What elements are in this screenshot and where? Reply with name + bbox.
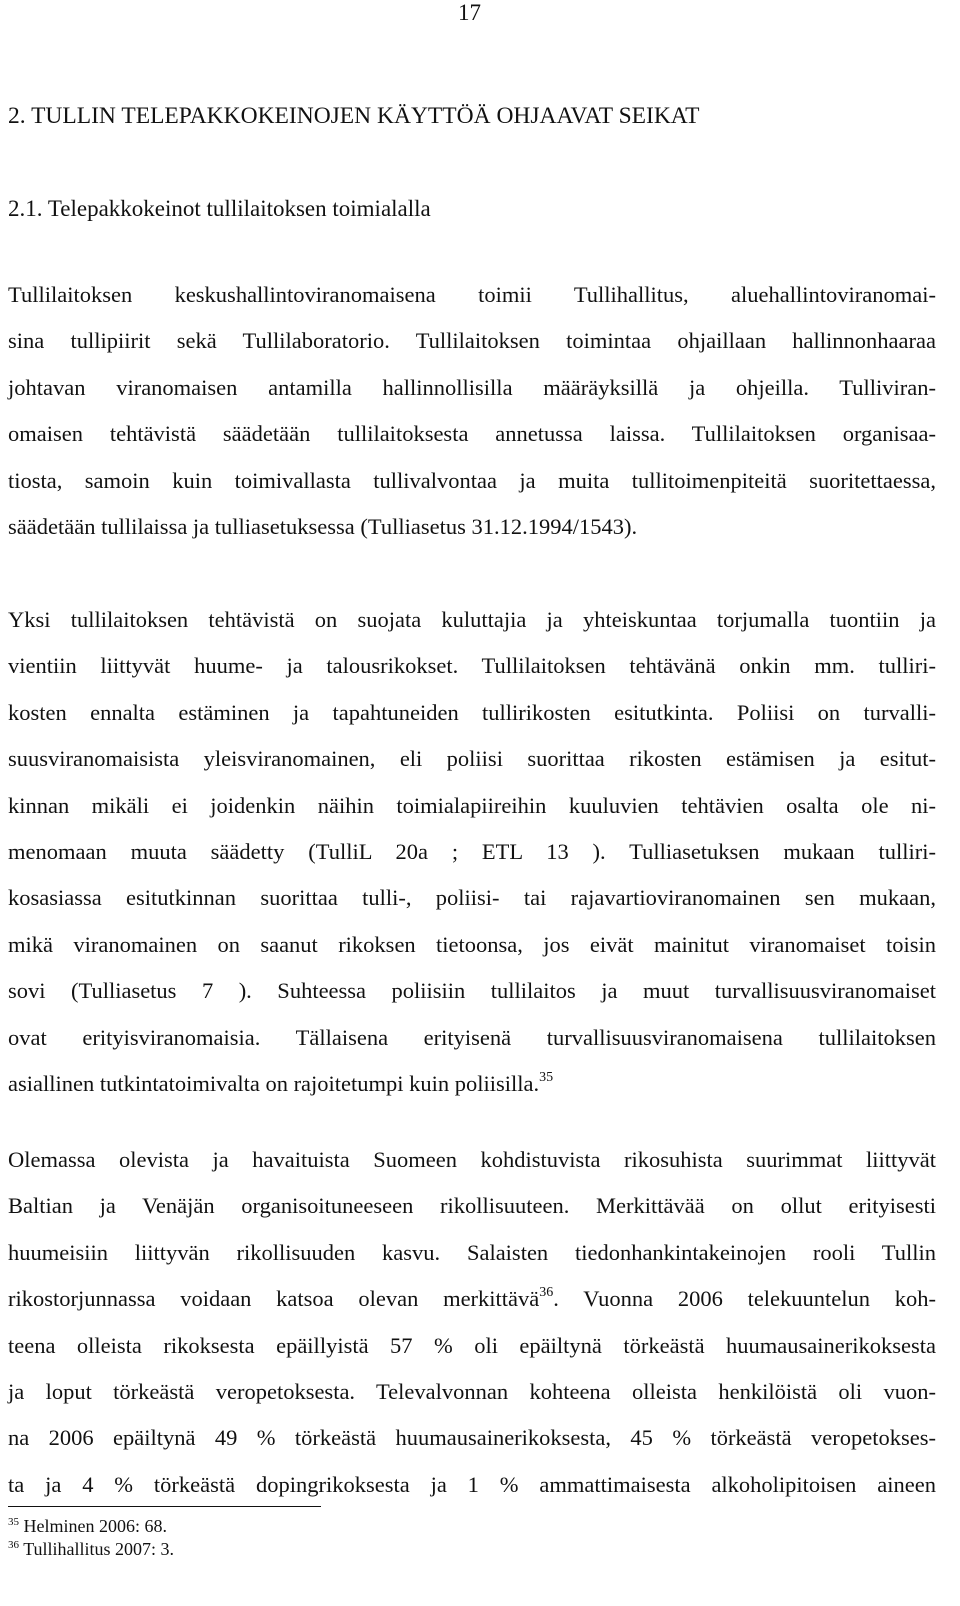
text-line: ja loput törkeästä veropetoksesta. Televalvonnan kohteena olleista henkilöistä oli vuon- bbox=[8, 1378, 936, 1404]
line-text: . Vuonna 2006 telekuuntelun koh- bbox=[553, 1286, 936, 1312]
text-line: huumeisiin liittyvän rikollisuuden kasvu. Salaisten tiedonhankintakeinojen rooli Tullin bbox=[8, 1239, 936, 1265]
line-text: asiallinen tutkintatoimivalta on rajoitetumpi kuin poliisilla. bbox=[8, 1070, 540, 1096]
text-line: Baltian ja Venäjän organisoituneeseen rikollisuuteen. Merkittävää on ollut erityisesti bbox=[8, 1193, 936, 1219]
text-line: menomaan muuta säädetty (TulliL 20a ; ETL 13 ). Tulliasetuksen mukaan tulliri- bbox=[8, 838, 936, 864]
paragraph-1 bbox=[8, 272, 936, 550]
paragraph-3 bbox=[8, 1137, 936, 1508]
text-line: johtavan viranomaisen antamilla hallinnollisilla määräyksillä ja ohjeilla. Tulliviran- bbox=[8, 374, 936, 400]
text-line: kosasiassa esitutkinnan suorittaa tulli-, poliisi- tai rajavartioviranomainen sen mukaan, bbox=[8, 885, 936, 911]
text-line: ta ja 4 % törkeästä dopingrikoksesta ja 1 % ammattimaisesta alkoholipitoisen aineen bbox=[8, 1471, 936, 1497]
text-line: kosten ennalta estäminen ja tapahtuneiden tullirikosten esitutkinta. Poliisi on turvalli- bbox=[8, 699, 936, 725]
text-line: mikä viranomainen on saanut rikoksen tietoonsa, jos eivät mainitut viranomaiset toisin bbox=[8, 931, 936, 957]
footnote-separator bbox=[8, 1506, 321, 1507]
text-line: sina tullipiirit sekä Tullilaboratorio. Tullilaitoksen toimintaa ohjaillaan hallinnonhaaraa bbox=[8, 328, 936, 354]
text-line: kinnan mikäli ei joidenkin näihin toimialapiireihin kuuluvien tehtävien osalta ole ni- bbox=[8, 792, 936, 818]
text-line: Tullilaitoksen keskushallintoviranomaisena toimii Tullihallitus, aluehallintoviranomai- bbox=[8, 282, 936, 307]
text-line: sovi (Tulliasetus 7 ). Suhteessa poliisiin tullilaitos ja muut turvallisuusviranomaiset bbox=[8, 978, 936, 1004]
page-number: 17 bbox=[458, 0, 481, 25]
footnote-36: $^{36}$ Tullihallitus 2007: 3. bbox=[8, 1539, 175, 1559]
text-line: ovat erityisviranomaisia. Tällaisena erityisenä turvallisuusviranomaisena tullilaitoksen bbox=[8, 1024, 936, 1050]
text-line: Yksi tullilaitoksen tehtävistä on suojata kuluttajia ja yhteiskuntaa torjumalla tuontiin ja bbox=[8, 607, 936, 632]
text-line bbox=[8, 1276, 936, 1322]
footnote-reference-35: 35 bbox=[539, 1069, 554, 1085]
text-line: vientiin liittyvät huume- ja talousrikokset. Tullilaitoksen tehtävänä onkin mm. tulliri- bbox=[8, 653, 936, 679]
paragraph-2 bbox=[8, 597, 936, 1107]
text-line: na 2006 epäiltynä 49 % törkeästä huumausainerikoksesta, 45 % törkeästä veropetokses- bbox=[8, 1425, 936, 1451]
footnote-reference-36: 36 bbox=[539, 1285, 554, 1301]
text-line bbox=[8, 1061, 936, 1107]
footnote-35: $^{35}$ Helminen 2006: 68. bbox=[8, 1516, 167, 1536]
section-heading: 2.1. Telepakkokeinot tullilaitoksen toimialalla bbox=[8, 196, 431, 221]
text-line: teena olleista rikoksesta epäillyistä 57 % oli epäiltynä törkeästä huumausainerikoksesta bbox=[8, 1332, 936, 1358]
chapter-heading: 2. TULLIN TELEPAKKOKEINOJEN KÄYTTÖÄ OHJAAVAT SEIKAT bbox=[8, 103, 700, 129]
line-text: rikostorjunnassa voidaan katsoa olevan merkittävä bbox=[8, 1286, 540, 1312]
text-line: tiosta, samoin kuin toimivallasta tullivalvontaa ja muita tullitoimenpiteitä suoritettaessa, bbox=[8, 467, 936, 493]
text-line: suusviranomaisista yleisviranomainen, eli poliisi suorittaa rikosten estämisen ja esitut- bbox=[8, 746, 936, 772]
text-line: omaisen tehtävistä säädetään tullilaitoksesta annetussa laissa. Tullilaitoksen organisaa- bbox=[8, 421, 936, 447]
text-line: säädetään tullilaissa ja tulliasetuksessa (Tulliasetus 31.12.1994/1543). bbox=[8, 513, 638, 539]
text-line: Olemassa olevista ja havaituista Suomeen kohdistuvista rikosuhista suurimmat liittyvät bbox=[8, 1147, 936, 1172]
